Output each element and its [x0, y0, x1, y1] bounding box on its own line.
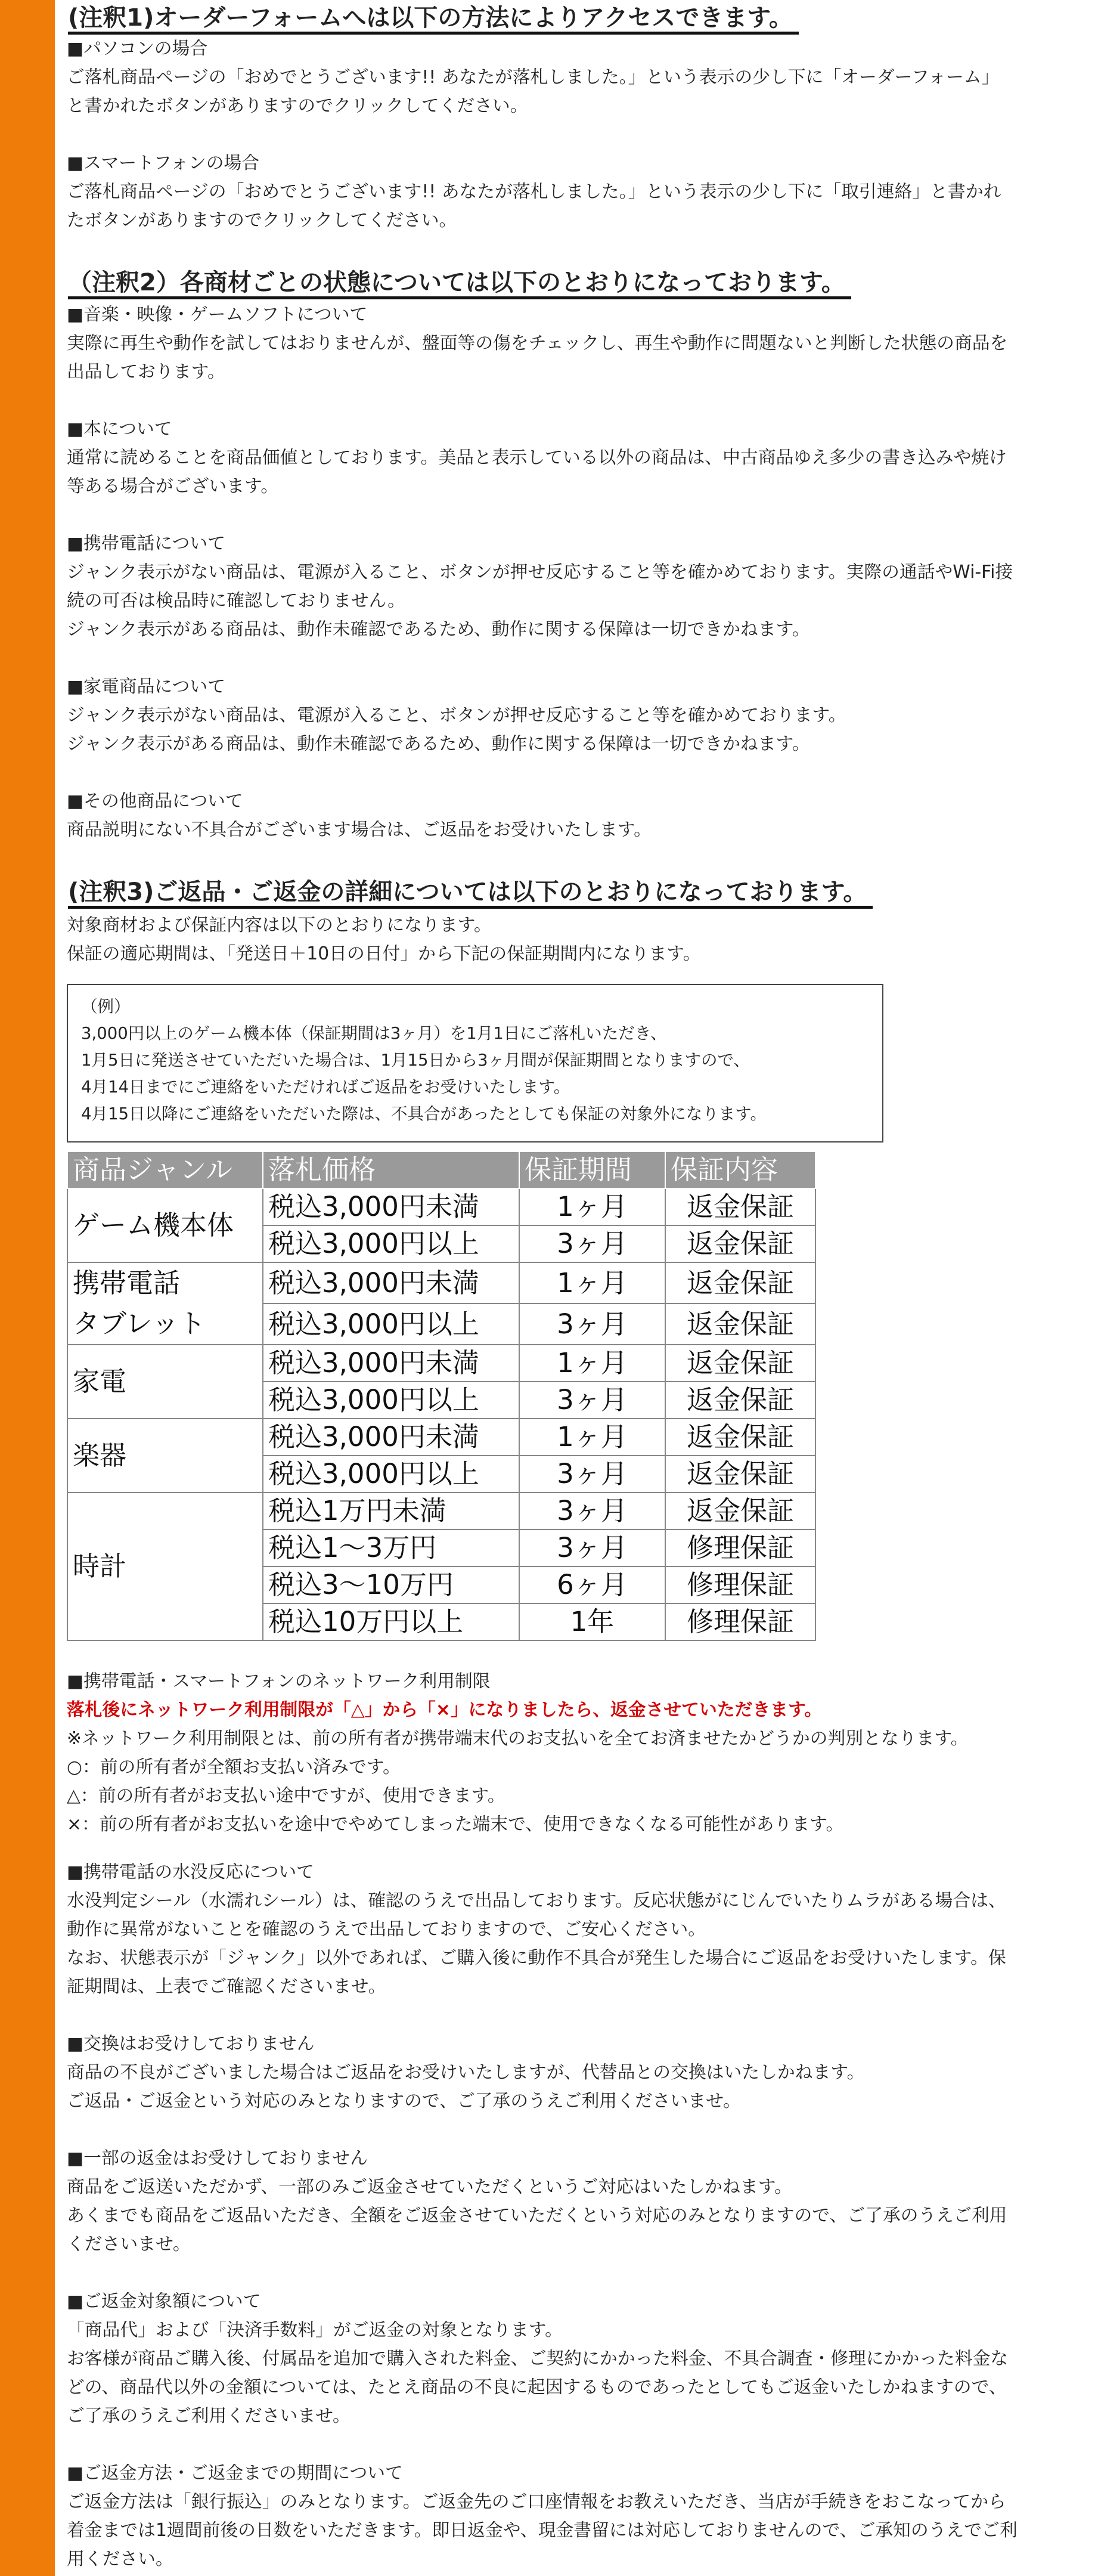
refund-amount-line: お客様が商品ご購入後、付属品を追加で購入された料金、ご契約にかかった料金、不具合調査・修理にかかった料金な [67, 2348, 1009, 2369]
media-body-line: 出品しております。 [67, 361, 225, 382]
price-cell: 税込3,000円未満 [263, 1345, 519, 1382]
price-cell: 税込3,000円未満 [263, 1188, 519, 1225]
genre-label: 時計 [73, 1550, 127, 1582]
sidebar-accent-bar [0, 0, 55, 2576]
network-line: ×：前の所有者がお支払いを途中でやめてしまった端末で、使用できなくなる可能性があります。 [67, 1814, 844, 1835]
phone-body-line: ジャンク表示がない商品は、電源が入ること、ボタンが押せ反応すること等を確かめております。実際の通話やWi-Fi接 [67, 562, 1013, 583]
example-line: 4月15日以降にご連絡をいただいた際は、不具合があったとしても保証の対象外になります。 [81, 1104, 767, 1123]
period-cell: 3ヶ月 [519, 1225, 665, 1262]
period-cell: 6ヶ月 [519, 1566, 665, 1603]
exchange-line: ご返品・ご返金という対応のみとなりますので、ご了承のうえご利用くださいませ。 [67, 2091, 741, 2111]
header-genre: 商品ジャンル [67, 1151, 263, 1188]
coverage-cell: 返金保証 [665, 1304, 815, 1345]
refund-amount-section [67, 2287, 1087, 2431]
price-cell: 税込1～3万円 [263, 1530, 519, 1566]
coverage-cell: 返金保証 [665, 1419, 815, 1456]
note3-heading: (注釈3)ご返品・ご返金の詳細については以下のとおりになっております。 [68, 875, 873, 909]
note2-appliance-section [67, 673, 1087, 758]
genre-cell [67, 1188, 263, 1262]
period-cell: 1ヶ月 [519, 1419, 665, 1456]
water-line: なお、状態表示が「ジャンク」以外であれば、ご購入後に動作不具合が発生した場合にご返品をお受けいたします。保 [67, 1948, 1006, 1968]
warranty-table [67, 1151, 816, 1641]
coverage-cell: 修理保証 [665, 1603, 815, 1640]
appliance-body-line: ジャンク表示がある商品は、動作未確認であるため、動作に関する保障は一切できかねます。 [67, 733, 810, 754]
table-row [67, 1493, 815, 1530]
media-title: ■音楽・映像・ゲームソフトについて [67, 304, 368, 325]
period-cell: 3ヶ月 [519, 1493, 665, 1530]
note1-sp-section [67, 149, 1087, 235]
exchange-section [67, 2030, 1087, 2116]
example-box [67, 984, 883, 1143]
example-line: 4月14日までにご連絡をいただければご返品をお受けいたします。 [81, 1078, 570, 1097]
coverage-cell: 返金保証 [665, 1262, 815, 1304]
intro-line: 対象商材および保証内容は以下のとおりになります。 [67, 915, 492, 936]
example-line: （例） [81, 997, 131, 1016]
genre-label: ゲーム機本体 [73, 1209, 234, 1241]
other-title: ■その他商品について [67, 791, 243, 812]
period-cell: 1ヶ月 [519, 1345, 665, 1382]
coverage-cell: 修理保証 [665, 1530, 815, 1566]
sp-title: ■スマートフォンの場合 [67, 153, 260, 174]
period-cell: 3ヶ月 [519, 1456, 665, 1493]
table-row [67, 1262, 815, 1304]
partial-section [67, 2144, 1087, 2259]
note1-heading: (注釈1)オーダーフォームへは以下の方法によりアクセスできます。 [68, 1, 799, 35]
other-body-line: 商品説明にない不具合がございます場合は、ご返品をお受けいたします。 [67, 819, 652, 840]
exchange-line: 商品の不良がございました場合はご返品をお受けいたしますが、代替品との交換はいたしかねます。 [67, 2062, 865, 2083]
period-cell: 1年 [519, 1603, 665, 1640]
price-cell: 税込3,000円以上 [263, 1304, 519, 1345]
price-cell: 税込3,000円未満 [263, 1262, 519, 1304]
coverage-cell: 返金保証 [665, 1345, 815, 1382]
genre-cell [67, 1493, 263, 1640]
sp-body-line: たボタンがありますのでクリックしてください。 [67, 210, 457, 231]
genre-cell [67, 1345, 263, 1419]
note2-heading: （注釈2）各商材ごとの状態については以下のとおりになっております。 [68, 266, 851, 299]
partial-line: あくまでも商品をご返品いただき、全額をご返金させていただくという対応のみとなりますので、ご了承のうえご利用 [67, 2205, 1007, 2226]
appliance-body-line: ジャンク表示がない商品は、電源が入ること、ボタンが押せ反応すること等を確かめております。 [67, 705, 846, 726]
pc-body-line: ご落札商品ページの「おめでとうございます!! あなたが落札しました。」という表示の少し下に「オーダーフォーム」 [67, 67, 1000, 88]
note2-media-section [67, 301, 1087, 386]
refund-amount-title: ■ご返金対象額について [67, 2291, 261, 2312]
intro-line: 保証の適応期間は、「発送日＋10日の日付」から下記の保証期間内になります。 [67, 943, 701, 964]
header-period: 保証期間 [519, 1151, 665, 1188]
header-coverage: 保証内容 [665, 1151, 815, 1188]
genre-cell [67, 1262, 263, 1345]
price-cell: 税込3,000円未満 [263, 1419, 519, 1456]
refund-method-section [67, 2459, 1087, 2574]
price-cell: 税込3,000円以上 [263, 1382, 519, 1419]
network-title: ■携帯電話・スマートフォンのネットワーク利用制限 [67, 1671, 491, 1692]
exchange-title: ■交換はお受けしておりません [67, 2033, 315, 2054]
price-cell: 税込3,000円以上 [263, 1456, 519, 1493]
media-body-line: 実際に再生や動作を試してはおりませんが、盤面等の傷をチェックし、再生や動作に問題ないと判断した状態の商品を [67, 333, 1008, 354]
refund-method-line: 着金までは1週間前後の日数をいただきます。即日返金や、現金書留には対応しておりませんので、ご承知のうえでご利 [67, 2520, 1018, 2541]
sp-body-line: ご落札商品ページの「おめでとうございます!! あなたが落札しました。」という表示の少し下に「取引連絡」と書かれ [67, 181, 1001, 202]
partial-line: くださいませ。 [67, 2234, 191, 2255]
water-line: 動作に異常がないことを確認のうえで出品しておりますので、ご安心ください。 [67, 1919, 706, 1940]
price-cell: 税込3,000円以上 [263, 1225, 519, 1262]
refund-method-title: ■ご返金方法・ご返金までの期間について [67, 2463, 403, 2484]
water-title: ■携帯電話の水没反応について [67, 1862, 314, 1883]
table-row [67, 1188, 815, 1225]
coverage-cell: 返金保証 [665, 1493, 815, 1530]
network-line: ※ネットワーク利用制限とは、前の所有者が携帯端末代のお支払いを全てお済ませたかどうかの判別となります。 [67, 1728, 969, 1749]
coverage-cell: 返金保証 [665, 1188, 815, 1225]
phone-body-line: ジャンク表示がある商品は、動作未確認であるため、動作に関する保障は一切できかねます。 [67, 619, 810, 640]
phone-body-line: 続の可否は検品時に確認しておりません。 [67, 590, 405, 611]
example-line: 3,000円以上のゲーム機本体（保証期間は3ヶ月）を1月1日にご落札いただき、 [81, 1024, 667, 1043]
genre-label: 楽器 [73, 1439, 127, 1471]
example-line: 1月5日に発送させていただいた場合は、1月15日から3ヶ月間が保証期間となりますので、 [81, 1051, 750, 1070]
note1-pc-section [67, 35, 1087, 120]
period-cell: 1ヶ月 [519, 1262, 665, 1304]
water-line: 水没判定シール（水濡れシール）は、確認のうえで出品しております。反応状態がにじんでいたりムラがある場合は、 [67, 1890, 1006, 1911]
coverage-cell: 返金保証 [665, 1382, 815, 1419]
network-line: ○：前の所有者が全額お支払い済みです。 [67, 1757, 401, 1778]
table-row [67, 1345, 815, 1382]
phone-title: ■携帯電話について [67, 533, 225, 554]
price-cell: 税込1万円未満 [263, 1493, 519, 1530]
genre-label: 携帯電話 [73, 1267, 181, 1299]
period-cell: 3ヶ月 [519, 1530, 665, 1566]
warranty-table-body [67, 1188, 815, 1640]
books-title: ■本について [67, 419, 172, 439]
coverage-cell: 修理保証 [665, 1566, 815, 1603]
note3-intro [67, 911, 1087, 968]
refund-amount-line: どの、商品代以外の金額については、たとえ商品の不良に起因するものであったとしてもご返金いたしかねますので、 [67, 2377, 1007, 2398]
water-line: 証期間は、上表でご確認くださいませ。 [67, 1976, 386, 1997]
pc-body-line: と書かれたボタンがありますのでクリックしてください。 [67, 95, 528, 116]
period-cell: 1ヶ月 [519, 1188, 665, 1225]
note2-phone-section [67, 530, 1087, 644]
refund-amount-line: ご了承のうえご利用くださいませ。 [67, 2405, 351, 2426]
partial-line: 商品をご返送いただかず、一部のみご返金させていただくというご対応はいたしかねます。 [67, 2176, 792, 2197]
books-body-line: 通常に読めることを商品価値としております。美品と表示している以外の商品は、中古商品ゆえ多少の書き込みや焼け [67, 447, 1007, 468]
header-price: 落札価格 [263, 1151, 519, 1188]
network-section [67, 1667, 1087, 1839]
genre-label: 家電 [73, 1366, 127, 1397]
price-cell: 税込10万円以上 [263, 1603, 519, 1640]
note2-books-section [67, 415, 1087, 501]
refund-method-line: 用ください。 [67, 2549, 173, 2569]
appliance-title: ■家電商品について [67, 676, 225, 697]
genre-cell [67, 1419, 263, 1493]
network-line: △：前の所有者がお支払い途中ですが、使用できます。 [67, 1785, 505, 1806]
period-cell: 3ヶ月 [519, 1382, 665, 1419]
pc-title: ■パソコンの場合 [67, 38, 208, 59]
period-cell: 3ヶ月 [519, 1304, 665, 1345]
price-cell: 税込3～10万円 [263, 1566, 519, 1603]
water-section [67, 1858, 1087, 2001]
genre-label: タブレット [73, 1308, 206, 1339]
coverage-cell: 返金保証 [665, 1225, 815, 1262]
table-row [67, 1419, 815, 1456]
refund-method-line: ご返金方法は「銀行振込」のみとなります。ご返金先のご口座情報をお教えいただき、当店が手続きをおこなってから [67, 2491, 1006, 2512]
network-warning: 落札後にネットワーク利用制限が「△」から「×」になりましたら、返金させていただきます。 [67, 1699, 823, 1720]
coverage-cell: 返金保証 [665, 1456, 815, 1493]
table-header-row [67, 1151, 815, 1188]
note2-other-section [67, 787, 1087, 844]
refund-amount-line: 「商品代」および「決済手数料」がご返金の対象となります。 [67, 2320, 563, 2340]
partial-title: ■一部の返金はお受けしておりません [67, 2148, 368, 2169]
books-body-line: 等ある場合がございます。 [67, 476, 279, 497]
